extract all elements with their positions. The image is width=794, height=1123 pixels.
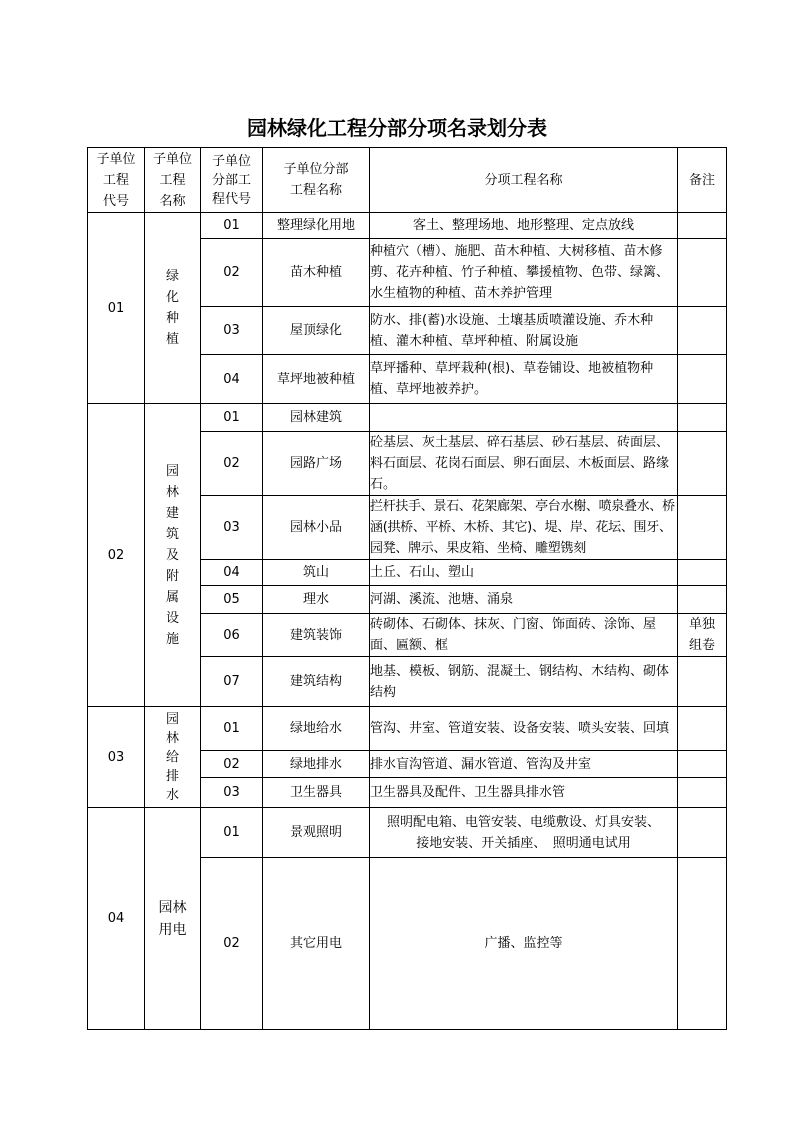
unit-code: 03: [88, 707, 145, 808]
header-dept-name: 子单位分部 工程名称: [263, 148, 370, 213]
dept-code: 01: [201, 213, 263, 239]
dept-code: 03: [201, 778, 263, 808]
items-cell: 照明配电箱、电管安装、电缆敷设、灯具安装、 接地安装、开关插座、 照明通电试用: [370, 808, 678, 858]
dept-code: 05: [201, 586, 263, 614]
remark-cell: [678, 657, 727, 707]
remark-cell: [678, 432, 727, 496]
header-row: [88, 148, 727, 213]
dept-name: 理水: [263, 586, 370, 614]
header-dept-code: 子单位 分部工 程代号: [201, 148, 263, 213]
unit-name: 园 林 建 筑 及 附 属 设 施: [145, 404, 201, 707]
dept-name: 苗木种植: [263, 239, 370, 307]
items-cell: 土丘、石山、塑山: [370, 560, 678, 586]
remark-cell: [678, 355, 727, 404]
unit-name: 园 林 给 排 水: [145, 707, 201, 808]
unit-code: 04: [88, 808, 145, 1030]
remark-cell: [678, 808, 727, 858]
dept-name: 景观照明: [263, 808, 370, 858]
remark-cell: 单独 组卷: [678, 614, 727, 657]
items-cell: [370, 404, 678, 432]
items-cell: 地基、模板、钢筋、混凝土、钢结构、木结构、砌体结构: [370, 657, 678, 707]
dept-code: 01: [201, 404, 263, 432]
items-cell: 草坪播种、草坪栽种(根)、草卷铺设、地被植物种植、草坪地被养护。: [370, 355, 678, 404]
table-row: [88, 404, 727, 432]
dept-code: 03: [201, 496, 263, 560]
dept-name: 建筑结构: [263, 657, 370, 707]
dept-code: 02: [201, 751, 263, 778]
dept-code: 06: [201, 614, 263, 657]
dept-name: 园路广场: [263, 432, 370, 496]
remark-cell: [678, 707, 727, 751]
dept-code: 02: [201, 239, 263, 307]
header-unit-code: 子单位 工程 代号: [88, 148, 145, 213]
remark-cell: [678, 586, 727, 614]
items-cell: 河湖、溪流、池塘、涌泉: [370, 586, 678, 614]
remark-cell: [678, 751, 727, 778]
items-cell: 管沟、井室、管道安装、设备安装、喷头安装、回填: [370, 707, 678, 751]
dept-code: 07: [201, 657, 263, 707]
dept-code: 04: [201, 560, 263, 586]
dept-name: 绿地排水: [263, 751, 370, 778]
page-title: 园林绿化工程分部分项名录划分表: [247, 116, 547, 140]
header-unit-name: 子单位 工程 名称: [145, 148, 201, 213]
unit-code: 01: [88, 213, 145, 404]
unit-name: 绿 化 种 植: [145, 213, 201, 404]
dept-name: 园林小品: [263, 496, 370, 560]
remark-cell: [678, 307, 727, 355]
items-cell: 广播、监控等: [370, 858, 678, 1030]
items-cell: 防水、排(蓄)水设施、土壤基质喷灌设施、乔木种植、灌木种植、草坪种植、附属设施: [370, 307, 678, 355]
remark-cell: [678, 560, 727, 586]
items-cell: 种植穴（槽）、施肥、苗木种植、大树移植、苗木修剪、花卉种植、竹子种植、攀援植物、色带、绿篱、水生植物的种植、苗木养护管理: [370, 239, 678, 307]
items-cell: 砖砌体、石砌体、抹灰、门窗、饰面砖、涂饰、屋面、匾额、框: [370, 614, 678, 657]
items-cell: 排水盲沟管道、漏水管道、管沟及井室: [370, 751, 678, 778]
remark-cell: [678, 404, 727, 432]
dept-name: 园林建筑: [263, 404, 370, 432]
header-items: 分项工程名称: [370, 148, 678, 213]
dept-name: 建筑装饰: [263, 614, 370, 657]
dept-name: 草坪地被种植: [263, 355, 370, 404]
items-cell: 卫生器具及配件、卫生器具排水管: [370, 778, 678, 808]
remark-cell: [678, 778, 727, 808]
dept-name: 屋顶绿化: [263, 307, 370, 355]
dept-code: 01: [201, 808, 263, 858]
dept-name: 卫生器具: [263, 778, 370, 808]
items-cell: 拦杆扶手、景石、花架廊架、亭台水榭、喷泉叠水、桥涵(拱桥、平桥、木桥、其它)、堤、岸、花坛、围牙、园凳、牌示、果皮箱、坐椅、雕塑镌刻: [370, 496, 678, 560]
unit-name: 园林 用电: [145, 808, 201, 1030]
remark-cell: [678, 239, 727, 307]
table-row: [88, 808, 727, 858]
items-cell: 砼基层、灰土基层、碎石基层、砂石基层、砖面层、料石面层、花岗石面层、卵石面层、木板面层、路缘石。: [370, 432, 678, 496]
dept-code: 02: [201, 432, 263, 496]
division-table: [87, 147, 727, 1030]
dept-code: 02: [201, 858, 263, 1030]
header-remark: 备注: [678, 148, 727, 213]
remark-cell: [678, 496, 727, 560]
dept-name: 绿地给水: [263, 707, 370, 751]
table-row: [88, 707, 727, 751]
remark-cell: [678, 858, 727, 1030]
dept-code: 04: [201, 355, 263, 404]
dept-name: 筑山: [263, 560, 370, 586]
remark-cell: [678, 213, 727, 239]
table-row: [88, 213, 727, 239]
items-cell: 客土、整理场地、地形整理、定点放线: [370, 213, 678, 239]
dept-code: 01: [201, 707, 263, 751]
dept-name: 整理绿化用地: [263, 213, 370, 239]
dept-name: 其它用电: [263, 858, 370, 1030]
dept-code: 03: [201, 307, 263, 355]
unit-code: 02: [88, 404, 145, 707]
